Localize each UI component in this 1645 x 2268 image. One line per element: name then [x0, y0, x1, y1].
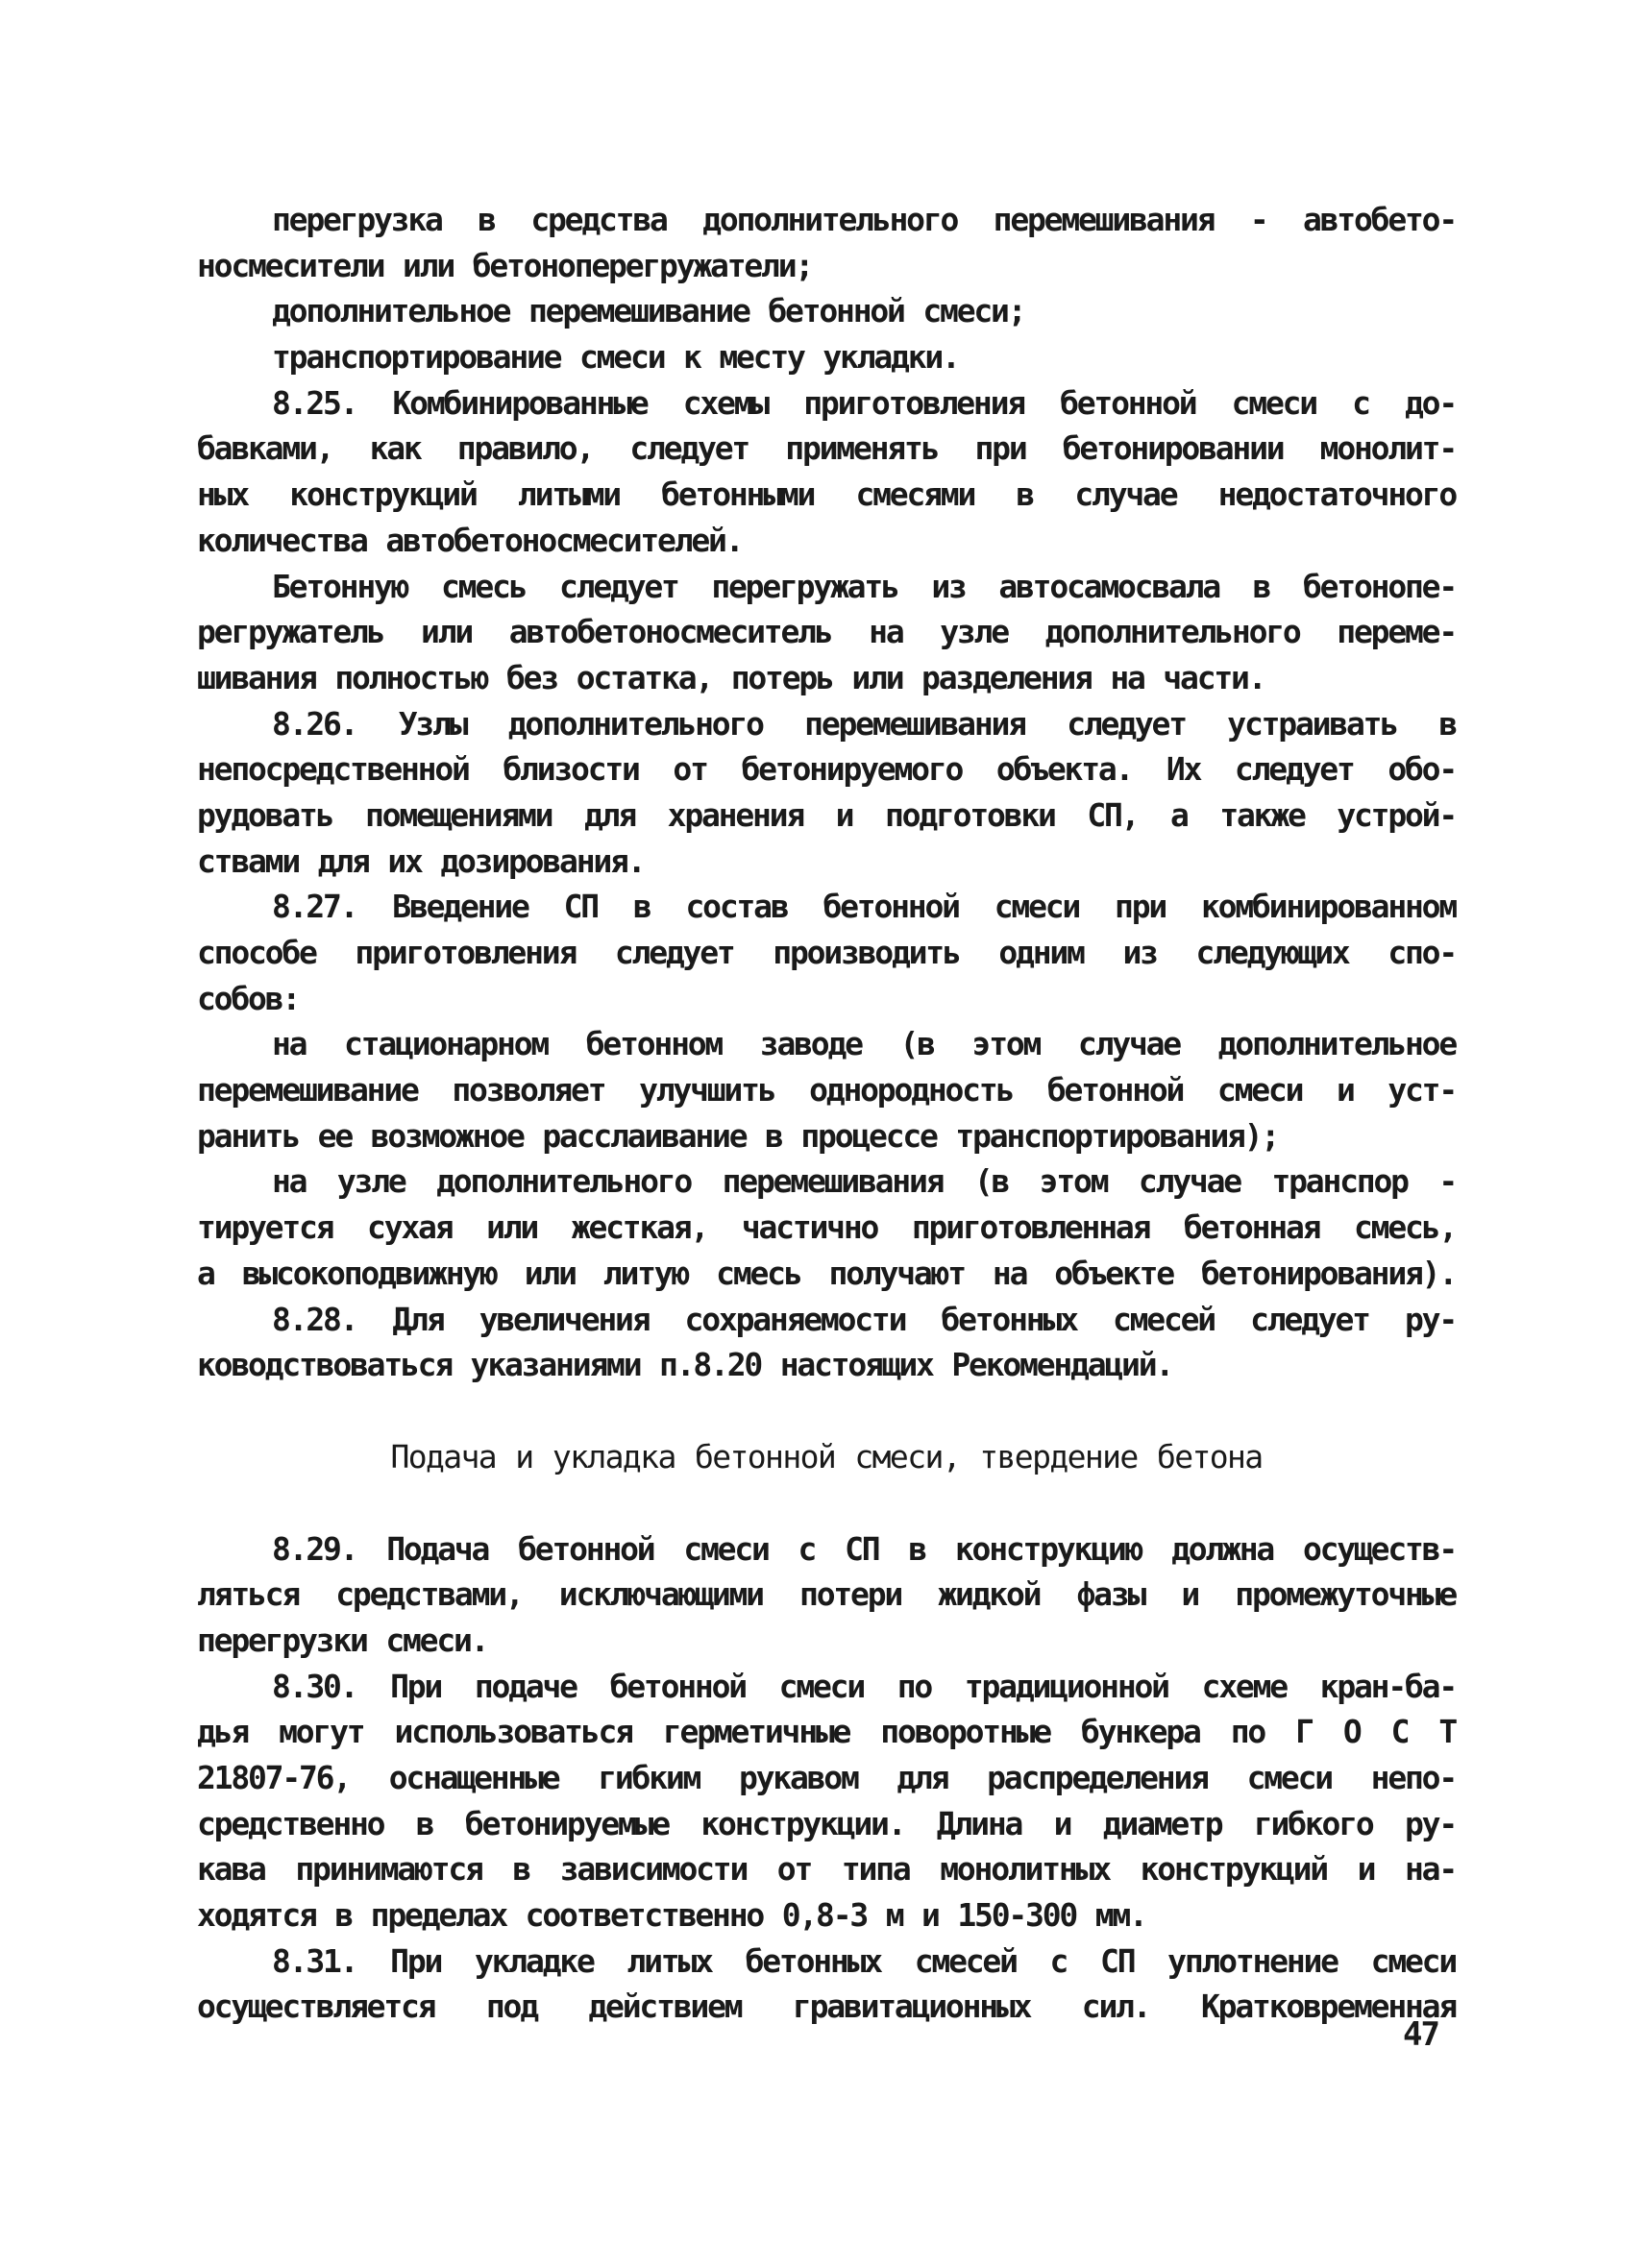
paragraph-8-25-line: 8.25. Комбинированные схемы приготовления бетонной смеси с до- [272, 383, 1456, 422]
paragraph-8-28-line: 8.28. Для увеличения сохраняемости бетонных смесей следует ру- [272, 1300, 1456, 1338]
section-heading: Подача и укладка бетонной смеси, твердение бетона [390, 1437, 1263, 1475]
paragraph-8-27-line: 8.27. Введение СП в состав бетонной смеси при комбинированном [272, 888, 1456, 926]
paragraph-8-26-line: 8.26. Узлы дополнительного перемешивания следует устраивать в [272, 704, 1456, 743]
text-line: а высокоподвижную или литую смесь получают на объекте бетонирования). [197, 1254, 1456, 1292]
text-line: носмесители или бетоноперегружатели; [197, 246, 813, 284]
text-line: ствами для их дозирования. [197, 841, 645, 880]
paragraph-8-31-line: 8.31. При укладке литых бетонных смесей с СП уплотнение смеси [272, 1941, 1456, 1980]
text-line: средственно в бетонируемые конструкции. Длина и диаметр гибкого ру- [197, 1804, 1456, 1842]
text-line: способе приготовления следует производить одним из следующих спо- [197, 934, 1456, 971]
text-line: ных конструкций литыми бетонными смесями в случае недостаточного [197, 476, 1456, 514]
page-number: 47 [1403, 2015, 1438, 2054]
text-line: количества автобетоносмесителей. [197, 521, 743, 559]
text-line: шивания полностью без остатка, потерь или разделения на части. [197, 658, 1265, 696]
text-line: регружатель или автобетоносмеситель на узле дополнительного переме- [197, 613, 1456, 651]
paragraph-8-29-line: 8.29. Подача бетонной смеси с СП в конструкцию должна осуществ- [272, 1529, 1456, 1568]
text-line: 21807-76, оснащенные гибким рукавом для распределения смеси непо- [197, 1759, 1456, 1796]
spacer [197, 1388, 1456, 1434]
paragraph-8-30-line: 8.30. При подаче бетонной смеси по традиционной схеме кран-ба- [272, 1667, 1456, 1705]
text-line: на узле дополнительного перемешивания (в этом случае транспор - [272, 1162, 1456, 1201]
text-line: Бетонную смесь следует перегружать из автосамосвала в бетонопе- [272, 567, 1456, 605]
text-line: перемешивание позволяет улучшить однородность бетонной смеси и уст- [197, 1071, 1456, 1110]
text-line: непосредственной близости от бетонируемого объекта. Их следует обо- [197, 750, 1456, 789]
text-line: перегрузка в средства дополнительного перемешивания - автобето- [272, 201, 1456, 238]
text-line: ляться средствами, исключающими потери жидкой фазы и промежуточные [197, 1575, 1456, 1614]
text-line: ходятся в пределах соответственно 0,8-3 м и 150-300 мм. [197, 1896, 1146, 1935]
text-line: осуществляется под действием гравитационных сил. Кратковременная [197, 1988, 1456, 2026]
text-line: ранить ее возможное расслаивание в процессе транспортирования); [197, 1116, 1279, 1155]
page-body [197, 197, 1456, 2030]
text-line: кава принимаются в зависимости от типа монолитных конструкций и на- [197, 1850, 1456, 1889]
text-line: перегрузки смеси. [197, 1621, 488, 1659]
text-line: дья могут использоваться герметичные поворотные бункера по Г О С Т [197, 1713, 1456, 1751]
text-line: бавками, как правило, следует применять при бетонировании монолит- [197, 429, 1456, 468]
text-line: тируется сухая или жесткая, частично приготовленная бетонная смесь, [197, 1208, 1456, 1247]
text-line: на стационарном бетонном заводе (в этом случае дополнительное [272, 1025, 1456, 1063]
text-line: транспортирование смеси к месту укладки. [272, 338, 959, 377]
text-line: ководствоваться указаниями п.8.20 настоящих Рекомендаций. [197, 1346, 1173, 1384]
text-line: рудовать помещениями для хранения и подготовки СП, а также устрой- [197, 795, 1456, 834]
spacer [197, 1480, 1456, 1526]
text-line: собов: [197, 979, 300, 1017]
text-line: дополнительное перемешивание бетонной смеси; [272, 292, 1025, 330]
